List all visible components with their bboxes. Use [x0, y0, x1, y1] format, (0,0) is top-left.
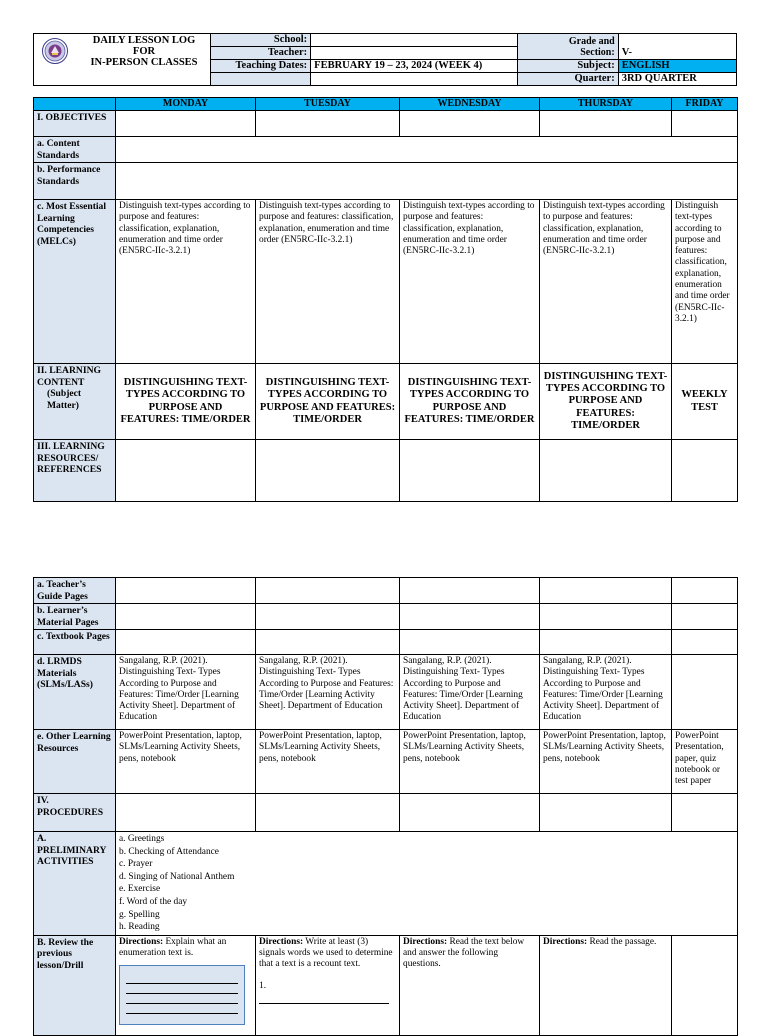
- lrmds-mon[interactable]: Sangalang, R.P. (2021). Distinguishing Text- Types According to Purpose and Features: Time/Order [Learning Activity Sheet]. Department of Education: [116, 655, 256, 730]
- tg-mon[interactable]: [116, 578, 256, 604]
- blank-label: [210, 73, 310, 86]
- resources-wed[interactable]: [400, 440, 540, 502]
- resources-tue[interactable]: [256, 440, 400, 502]
- topic-mon[interactable]: DISTINGUISHING TEXT- TYPES ACCORDING TO PURPOSE AND FEATURES: TIME/ORDER: [116, 364, 256, 440]
- lm-wed[interactable]: [400, 604, 540, 630]
- teacher-value[interactable]: [311, 47, 518, 60]
- proc-tue[interactable]: [256, 794, 400, 832]
- lrmds-row: [34, 655, 738, 730]
- proc-fri[interactable]: [672, 794, 738, 832]
- content-standards-label: a. Content Standards: [34, 137, 116, 163]
- tg-wed[interactable]: [400, 578, 540, 604]
- lesson-log-table-1: [33, 97, 738, 502]
- other-wed[interactable]: PowerPoint Presentation, laptop, SLMs/Learning Activity Sheets, pens, notebook: [400, 730, 540, 794]
- procedures-label: IV. PROCEDURES: [34, 794, 116, 832]
- melcs-label: c. Most Essential Learning Competencies (MELCs): [34, 200, 116, 364]
- prelim-item: f. Word of the day: [119, 896, 188, 907]
- review-fri[interactable]: [672, 935, 738, 1035]
- proc-wed[interactable]: [400, 794, 540, 832]
- quarter-value[interactable]: 3RD QUARTER: [618, 73, 736, 86]
- grade-value[interactable]: V-: [618, 34, 736, 60]
- prelim-item: d. Singing of National Anthem: [119, 871, 235, 882]
- tb-mon[interactable]: [116, 630, 256, 655]
- teacher-label: Teacher:: [210, 47, 310, 60]
- prelim-item: h. Reading: [119, 922, 160, 933]
- tg-thu[interactable]: [540, 578, 672, 604]
- learning-resources-row: [34, 440, 738, 502]
- document-title: [74, 35, 214, 68]
- school-label: School:: [210, 34, 310, 47]
- lrmds-wed[interactable]: Sangalang, R.P. (2021). Distinguishing Text- Types According to Purpose and Features: Time/Order [Learning Activity Sheet]. Department of Education: [400, 655, 540, 730]
- learners-material-row: [34, 604, 738, 630]
- other-mon[interactable]: PowerPoint Presentation, laptop, SLMs/Learning Activity Sheets, pens, notebook: [116, 730, 256, 794]
- subject-value[interactable]: ENGLISH: [618, 60, 736, 73]
- topic-fri[interactable]: WEEKLY TEST: [672, 364, 738, 440]
- tb-thu[interactable]: [540, 630, 672, 655]
- learning-content-label: II. LEARNING CONTENT (Subject Matter): [34, 364, 116, 440]
- day-wednesday: WEDNESDAY: [400, 98, 540, 111]
- other-resources-label: e. Other Learning Resources: [34, 730, 116, 794]
- title-line-2: FOR: [132, 46, 156, 57]
- review-label: B. Review the previous lesson/Drill: [34, 935, 116, 1035]
- review-mon[interactable]: Directions: Explain what an enumeration text is.: [116, 935, 256, 1035]
- lrmds-thu[interactable]: Sangalang, R.P. (2021). Distinguishing Text- Types According to Purpose and Features: Time/Order [Learning Activity Sheet]. Department of Education: [540, 655, 672, 730]
- grade-label: Grade and Section:: [518, 34, 618, 60]
- preliminary-list[interactable]: [116, 832, 738, 936]
- performance-standards-row: [34, 163, 738, 200]
- objectives-thu[interactable]: [540, 111, 672, 137]
- preliminary-label: A. PRELIMINARY ACTIVITIES: [34, 832, 116, 936]
- content-standards-value[interactable]: [116, 137, 738, 163]
- proc-mon[interactable]: [116, 794, 256, 832]
- day-header-blank: [34, 98, 116, 111]
- objectives-fri[interactable]: [672, 111, 738, 137]
- textbook-row: [34, 630, 738, 655]
- teachers-guide-label: a. Teacher’s Guide Pages: [34, 578, 116, 604]
- title-line-1: DAILY LESSON LOG: [92, 35, 196, 46]
- deped-seal-icon: [42, 38, 68, 64]
- dates-label: Teaching Dates:: [210, 60, 310, 73]
- review-row: [34, 935, 738, 1035]
- melc-thu[interactable]: Distinguish text-types according to purpose and features: classification, explanation, enumeration and time order (EN5RC-IIc-3.2.1): [540, 200, 672, 364]
- answer-line[interactable]: [259, 992, 389, 1004]
- learning-content-row: [34, 364, 738, 440]
- resources-thu[interactable]: [540, 440, 672, 502]
- lrmds-tue[interactable]: Sangalang, R.P. (2021). Distinguishing Text- Types According to Purpose and Features: Time/Order [Learning Activity Sheet]. Department of Education: [256, 655, 400, 730]
- resources-fri[interactable]: [672, 440, 738, 502]
- blank-value: [311, 73, 518, 86]
- melc-mon[interactable]: Distinguish text-types according to purpose and features: classification, explanation, enumeration and time order (EN5RC-IIc-3.2.1): [116, 200, 256, 364]
- day-monday: MONDAY: [116, 98, 256, 111]
- lrmds-label: d. LRMDS Materials (SLMs/LASs): [34, 655, 116, 730]
- performance-standards-label: b. Performance Standards: [34, 163, 116, 200]
- teachers-guide-row: [34, 578, 738, 604]
- procedures-row: [34, 794, 738, 832]
- lm-mon[interactable]: [116, 604, 256, 630]
- learning-resources-label: III. LEARNING RESOURCES/ REFERENCES: [34, 440, 116, 502]
- performance-standards-value[interactable]: [116, 163, 738, 200]
- other-tue[interactable]: PowerPoint Presentation, laptop, SLMs/Learning Activity Sheets, pens, notebook: [256, 730, 400, 794]
- content-standards-row: [34, 137, 738, 163]
- review-tue[interactable]: Directions: Write at least (3) signals words we used to determine that a text is a recount text. 1.: [256, 935, 400, 1035]
- header-table: [33, 33, 737, 86]
- melc-tue[interactable]: Distinguish text-types according to purpose and features: classification, explanation, enumeration and time order (EN5RC-IIc-3.2.1): [256, 200, 400, 364]
- tb-tue[interactable]: [256, 630, 400, 655]
- learners-material-label: b. Learner’s Material Pages: [34, 604, 116, 630]
- topic-thu[interactable]: DISTINGUISHING TEXT- TYPES ACCORDING TO PURPOSE AND FEATURES: TIME/ORDER: [540, 364, 672, 440]
- objectives-row: [34, 111, 738, 137]
- topic-tue[interactable]: DISTINGUISHING TEXT- TYPES ACCORDING TO PURPOSE AND FEATURES: TIME/ORDER: [256, 364, 400, 440]
- objectives-label: I. OBJECTIVES: [34, 111, 116, 137]
- lm-fri[interactable]: [672, 604, 738, 630]
- melcs-row: [34, 200, 738, 364]
- objectives-wed[interactable]: [400, 111, 540, 137]
- tg-tue[interactable]: [256, 578, 400, 604]
- other-thu[interactable]: PowerPoint Presentation, laptop, SLMs/Learning Activity Sheets, pens, notebook: [540, 730, 672, 794]
- prelim-item: a. Greetings: [119, 834, 165, 844]
- day-thursday: THURSDAY: [540, 98, 672, 111]
- prelim-item: e. Exercise: [119, 884, 161, 895]
- day-tuesday: TUESDAY: [256, 98, 400, 111]
- day-header-row: [34, 98, 738, 111]
- header-title-cell: [34, 34, 211, 86]
- subject-label: Subject:: [518, 60, 618, 73]
- resources-mon[interactable]: [116, 440, 256, 502]
- other-fri[interactable]: PowerPoint Presentation, paper, quiz notebook or test paper: [672, 730, 738, 794]
- objectives-mon[interactable]: [116, 111, 256, 137]
- topic-wed[interactable]: DISTINGUISHING TEXT- TYPES ACCORDING TO PURPOSE AND FEATURES: TIME/ORDER: [400, 364, 540, 440]
- prelim-item: g. Spelling: [119, 909, 160, 920]
- school-value[interactable]: [311, 34, 518, 47]
- melc-fri[interactable]: Distinguish text-types according to purpose and features: classification, explanation, enumeration and time order (EN5RC-IIc-3.2.1): [672, 200, 738, 364]
- prelim-item: b. Checking of Attendance: [119, 846, 219, 857]
- lesson-log-table-2: [33, 577, 738, 1036]
- dates-value[interactable]: FEBRUARY 19 – 23, 2024 (WEEK 4): [311, 60, 518, 73]
- proc-thu[interactable]: [540, 794, 672, 832]
- review-thu[interactable]: Directions: Read the passage.: [540, 935, 672, 1035]
- quarter-label: Quarter:: [518, 73, 618, 86]
- textbook-label: c. Textbook Pages: [34, 630, 116, 655]
- melc-wed[interactable]: Distinguish text-types according to purpose and features: classification, explanation, enumeration and time order (EN5RC-IIc-3.2.1): [400, 200, 540, 364]
- objectives-tue[interactable]: [256, 111, 400, 137]
- tb-wed[interactable]: [400, 630, 540, 655]
- tb-fri[interactable]: [672, 630, 738, 655]
- lm-tue[interactable]: [256, 604, 400, 630]
- lrmds-fri[interactable]: [672, 655, 738, 730]
- answer-box[interactable]: [119, 965, 245, 1025]
- review-wed[interactable]: Directions: Read the text below and answer the following questions.: [400, 935, 540, 1035]
- other-resources-row: [34, 730, 738, 794]
- title-line-3: IN-PERSON CLASSES: [90, 57, 198, 68]
- preliminary-row: [34, 832, 738, 936]
- lm-thu[interactable]: [540, 604, 672, 630]
- day-friday: FRIDAY: [672, 98, 738, 111]
- prelim-item: c. Prayer: [119, 859, 153, 870]
- tg-fri[interactable]: [672, 578, 738, 604]
